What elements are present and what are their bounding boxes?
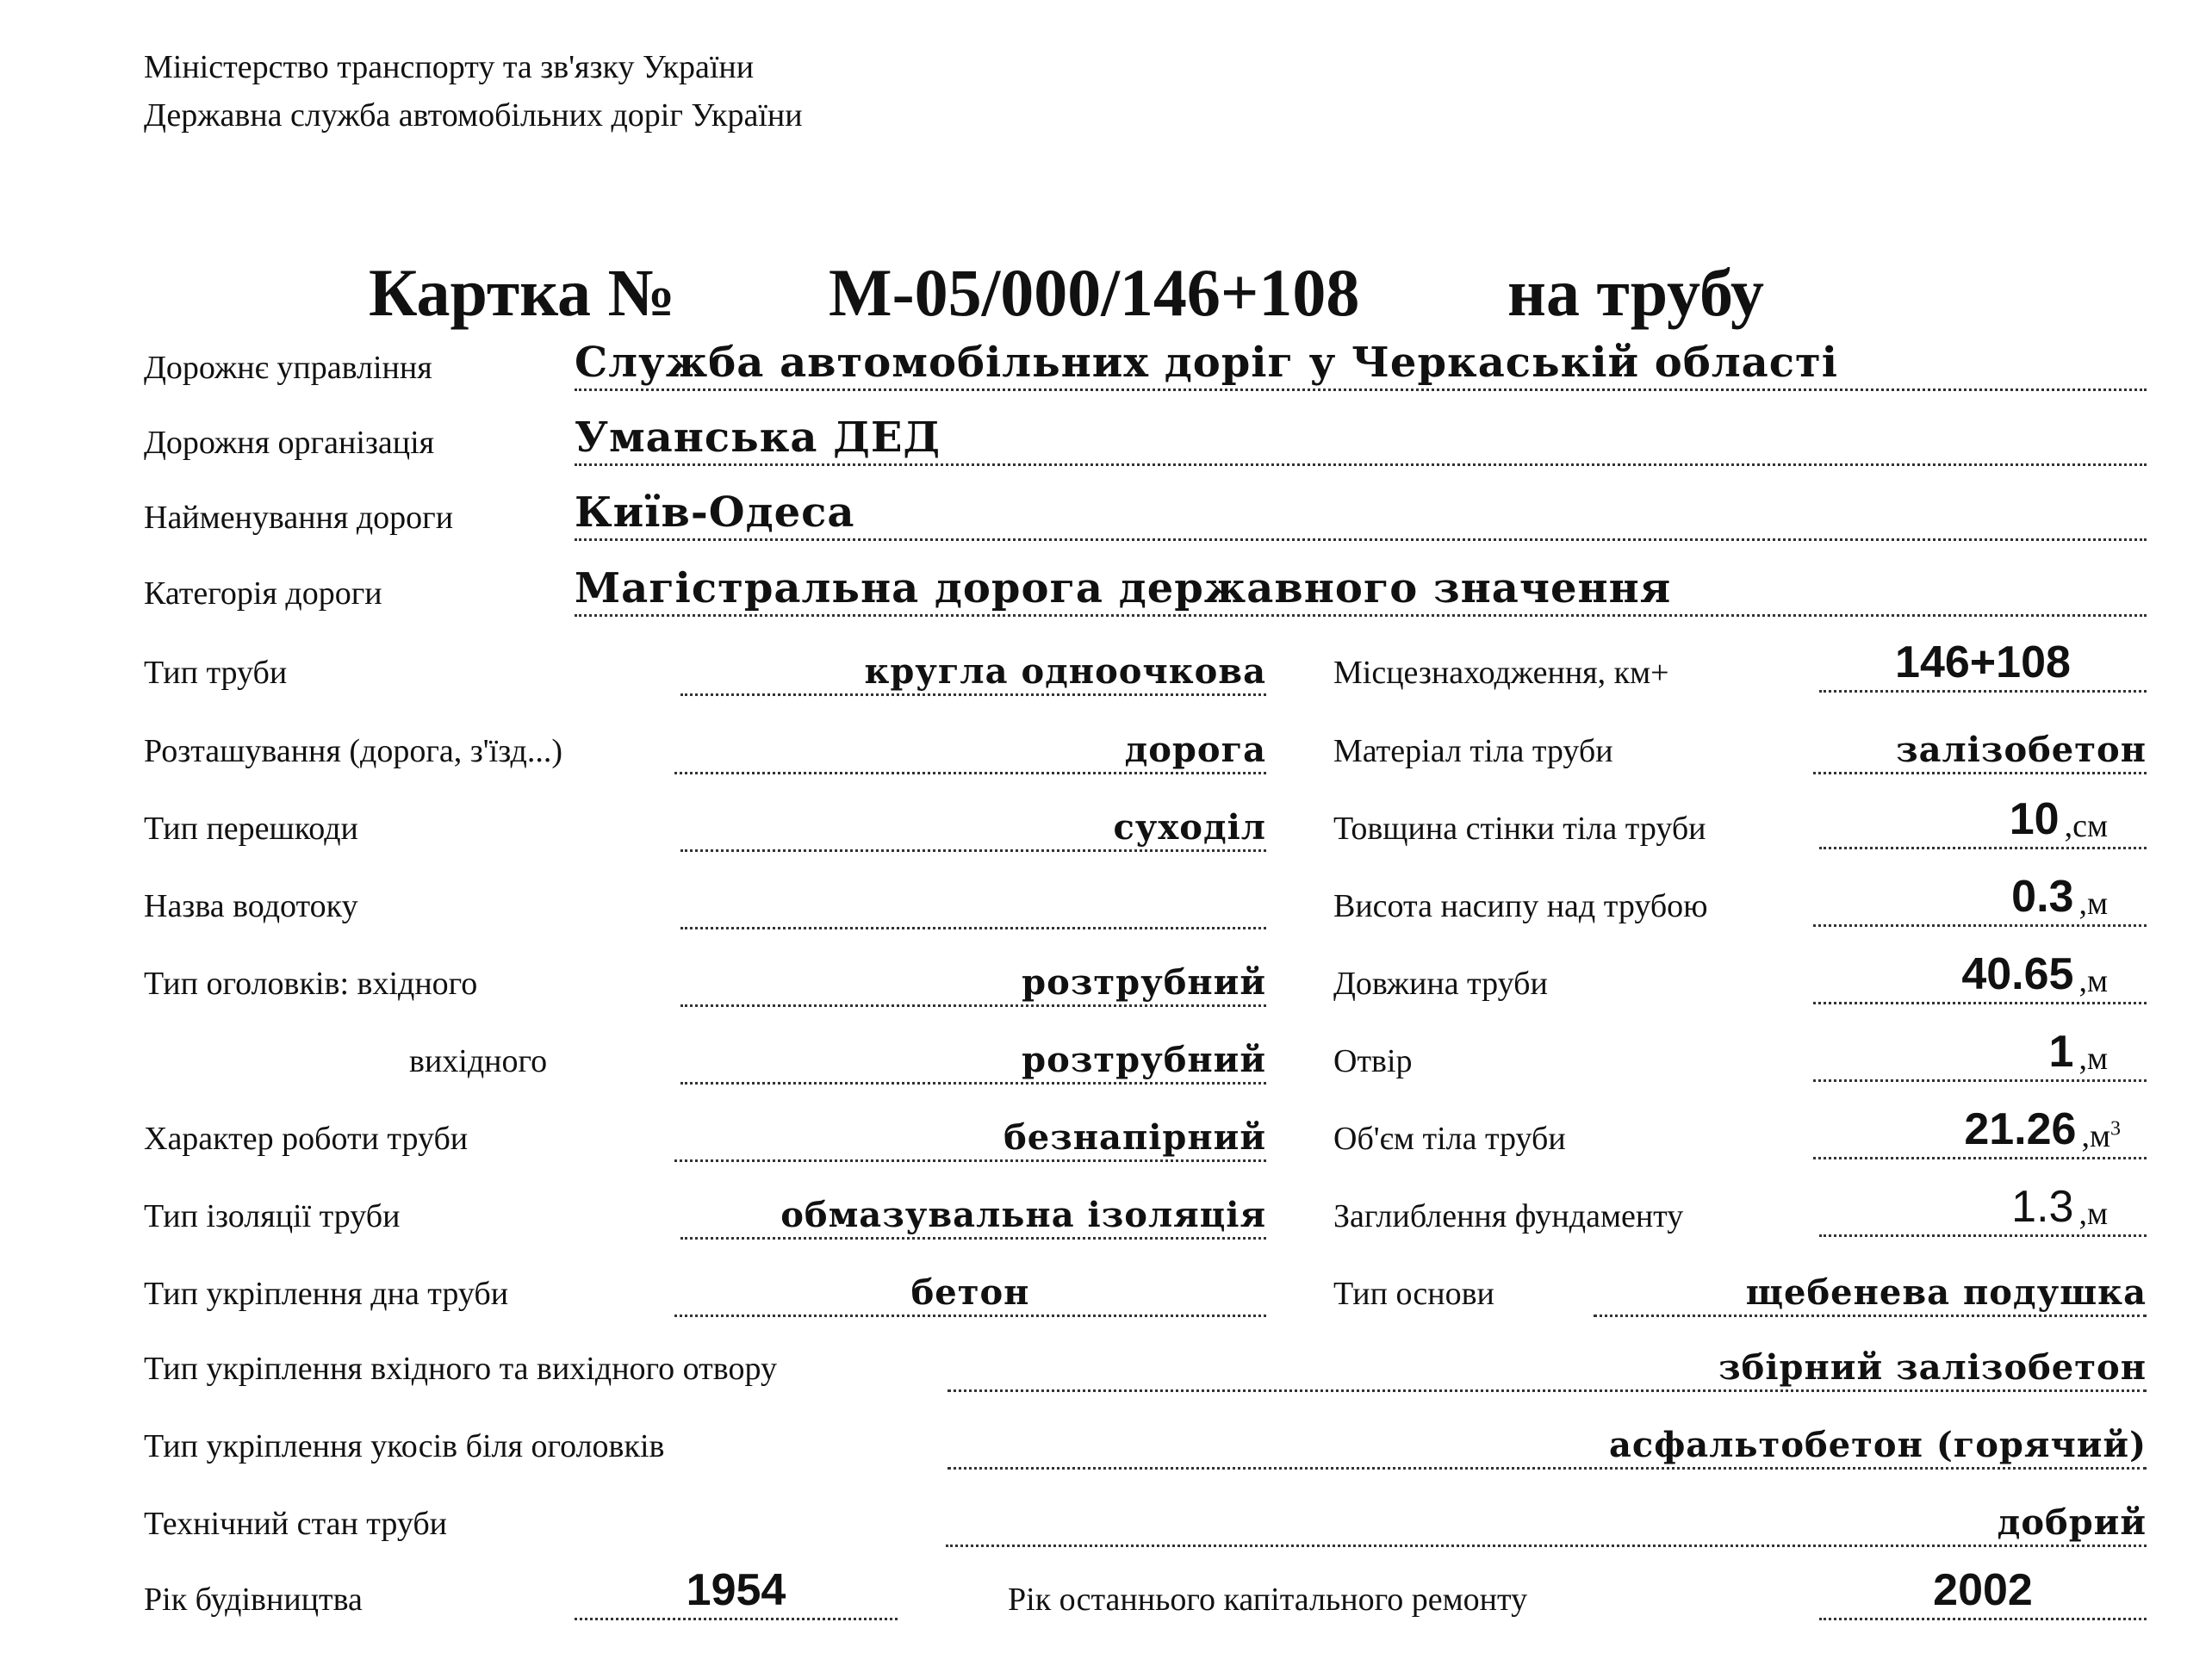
road-organization-field	[575, 418, 2147, 466]
wall-thickness-field	[1819, 801, 2147, 849]
wall-thickness-unit: ,см	[2064, 808, 2108, 844]
obstacle-type-value: суходіл	[1113, 807, 1266, 848]
obstacle-type-field	[680, 804, 1266, 852]
card-title-prefix: Картка №	[369, 255, 675, 330]
inlet-head-label: Тип оголовків: вхідного	[144, 966, 478, 1002]
operation-mode-label: Характер роботи труби	[144, 1121, 469, 1157]
outlet-head-field	[680, 1036, 1266, 1085]
base-type-value: щебенева подушка	[1745, 1272, 2147, 1313]
location-value: 146+108	[1895, 644, 2071, 687]
road-department-value: Служба автомобільних доріг у Черкаській області	[575, 343, 1838, 387]
technical-state-value: добрий	[1997, 1502, 2147, 1543]
foundation-depth-label: Заглиблення фундаменту	[1333, 1198, 1684, 1234]
watercourse-field	[680, 881, 1266, 929]
opening-reinforcement-label: Тип укріплення вхідного та вихідного отвору	[144, 1351, 777, 1387]
body-volume-unit	[2081, 1117, 2121, 1155]
watercourse-label: Назва водотоку	[144, 888, 358, 924]
last-repair-year-label: Рік останнього капітального ремонту	[1008, 1582, 1528, 1618]
opening-value: 1	[2048, 1034, 2074, 1077]
card-number: М-05/000/146+108	[829, 255, 1360, 330]
bottom-reinforcement-label: Тип укріплення дна труби	[144, 1276, 509, 1312]
technical-state-label: Технічний стан труби	[144, 1506, 448, 1542]
road-department-field	[575, 343, 2147, 391]
insulation-value: обмазувальна ізоляція	[780, 1195, 1266, 1235]
body-material-label: Матеріал тіла труби	[1333, 733, 1613, 769]
operation-mode-value: безнапірний	[1003, 1117, 1266, 1158]
opening-reinforcement-value: збірний залізобетон	[1718, 1347, 2147, 1388]
road-category-field	[575, 569, 2147, 617]
wall-thickness-label: Товщина стінки тіла труби	[1333, 811, 1706, 847]
opening-field	[1813, 1034, 2147, 1082]
last-repair-year-value: 2002	[1933, 1572, 2033, 1615]
slope-reinforcement-field	[948, 1421, 2147, 1470]
insulation-field	[680, 1191, 1266, 1240]
foundation-depth-unit: ,м	[2078, 1196, 2108, 1232]
body-volume-label: Об'єм тіла труби	[1333, 1121, 1566, 1157]
slope-reinforcement-value: асфальтобетон (горячий)	[1608, 1425, 2147, 1465]
opening-unit: ,м	[2078, 1041, 2108, 1077]
position-value: дорога	[1124, 730, 1266, 770]
pipe-length-unit: ,м	[2078, 963, 2108, 999]
road-name-field	[575, 493, 2147, 541]
slope-reinforcement-label: Тип укріплення укосів біля оголовків	[144, 1428, 665, 1464]
service-name: Державна служба автомобільних доріг України	[144, 97, 803, 134]
road-category-value: Магістральна дорога державного значення	[575, 569, 1672, 612]
embankment-height-value: 0.3	[2011, 879, 2074, 922]
bottom-reinforcement-value: бетон	[910, 1272, 1030, 1313]
embankment-height-unit: ,м	[2078, 886, 2108, 922]
card-title-suffix: на трубу	[1507, 255, 1765, 330]
road-name-label: Найменування дороги	[144, 500, 454, 536]
foundation-depth-value: 1.3	[2011, 1189, 2074, 1232]
embankment-height-label: Висота насипу над трубою	[1333, 888, 1708, 924]
body-volume-field	[1813, 1111, 2147, 1159]
body-volume-value: 21.26	[1964, 1111, 2077, 1154]
pipe-type-value: кругла одноочкова	[864, 651, 1266, 692]
pipe-length-field	[1813, 956, 2147, 1004]
construction-year-value: 1954	[686, 1572, 786, 1615]
insulation-label: Тип ізоляції труби	[144, 1198, 401, 1234]
last-repair-year-field	[1819, 1572, 2147, 1620]
embankment-height-field	[1813, 879, 2147, 927]
foundation-depth-field	[1819, 1189, 2147, 1237]
ministry-name: Міністерство транспорту та зв'язку України	[144, 49, 755, 85]
outlet-head-value: розтрубний	[1022, 1040, 1266, 1080]
technical-state-field	[946, 1499, 2147, 1547]
construction-year-label: Рік будівництва	[144, 1582, 363, 1618]
road-name-value: Київ-Одеса	[575, 493, 855, 537]
obstacle-type-label: Тип перешкоди	[144, 811, 358, 847]
position-label: Розташування (дорога, з'їзд...)	[144, 733, 563, 769]
position-field	[674, 726, 1266, 774]
operation-mode-field	[674, 1114, 1266, 1162]
construction-year-field	[575, 1572, 898, 1620]
road-department-label: Дорожнє управління	[144, 350, 432, 386]
inlet-head-value: розтрубний	[1022, 962, 1266, 1003]
wall-thickness-value: 10	[2009, 801, 2060, 844]
pipe-type-field	[680, 648, 1266, 696]
base-type-field	[1594, 1269, 2147, 1317]
body-volume-unit-exponent: 3	[2110, 1117, 2121, 1141]
outlet-head-label: вихідного	[409, 1043, 548, 1079]
bottom-reinforcement-field	[674, 1269, 1266, 1317]
body-material-field	[1813, 726, 2147, 774]
pipe-length-value: 40.65	[1961, 956, 2074, 999]
road-organization-label: Дорожня організація	[144, 425, 435, 461]
pipe-length-label: Довжина труби	[1333, 966, 1548, 1002]
opening-label: Отвір	[1333, 1043, 1413, 1079]
pipe-type-label: Тип труби	[144, 655, 288, 691]
road-organization-value: Уманська ДЕД	[575, 418, 941, 462]
inlet-head-field	[680, 959, 1266, 1007]
body-material-value: залізобетон	[1896, 730, 2147, 770]
body-volume-unit-text: ,м	[2081, 1118, 2110, 1154]
location-label: Місцезнаходження, км+	[1333, 655, 1669, 691]
base-type-label: Тип основи	[1333, 1276, 1494, 1312]
road-category-label: Категорія дороги	[144, 575, 382, 612]
opening-reinforcement-field	[948, 1344, 2147, 1392]
location-field	[1819, 644, 2147, 693]
